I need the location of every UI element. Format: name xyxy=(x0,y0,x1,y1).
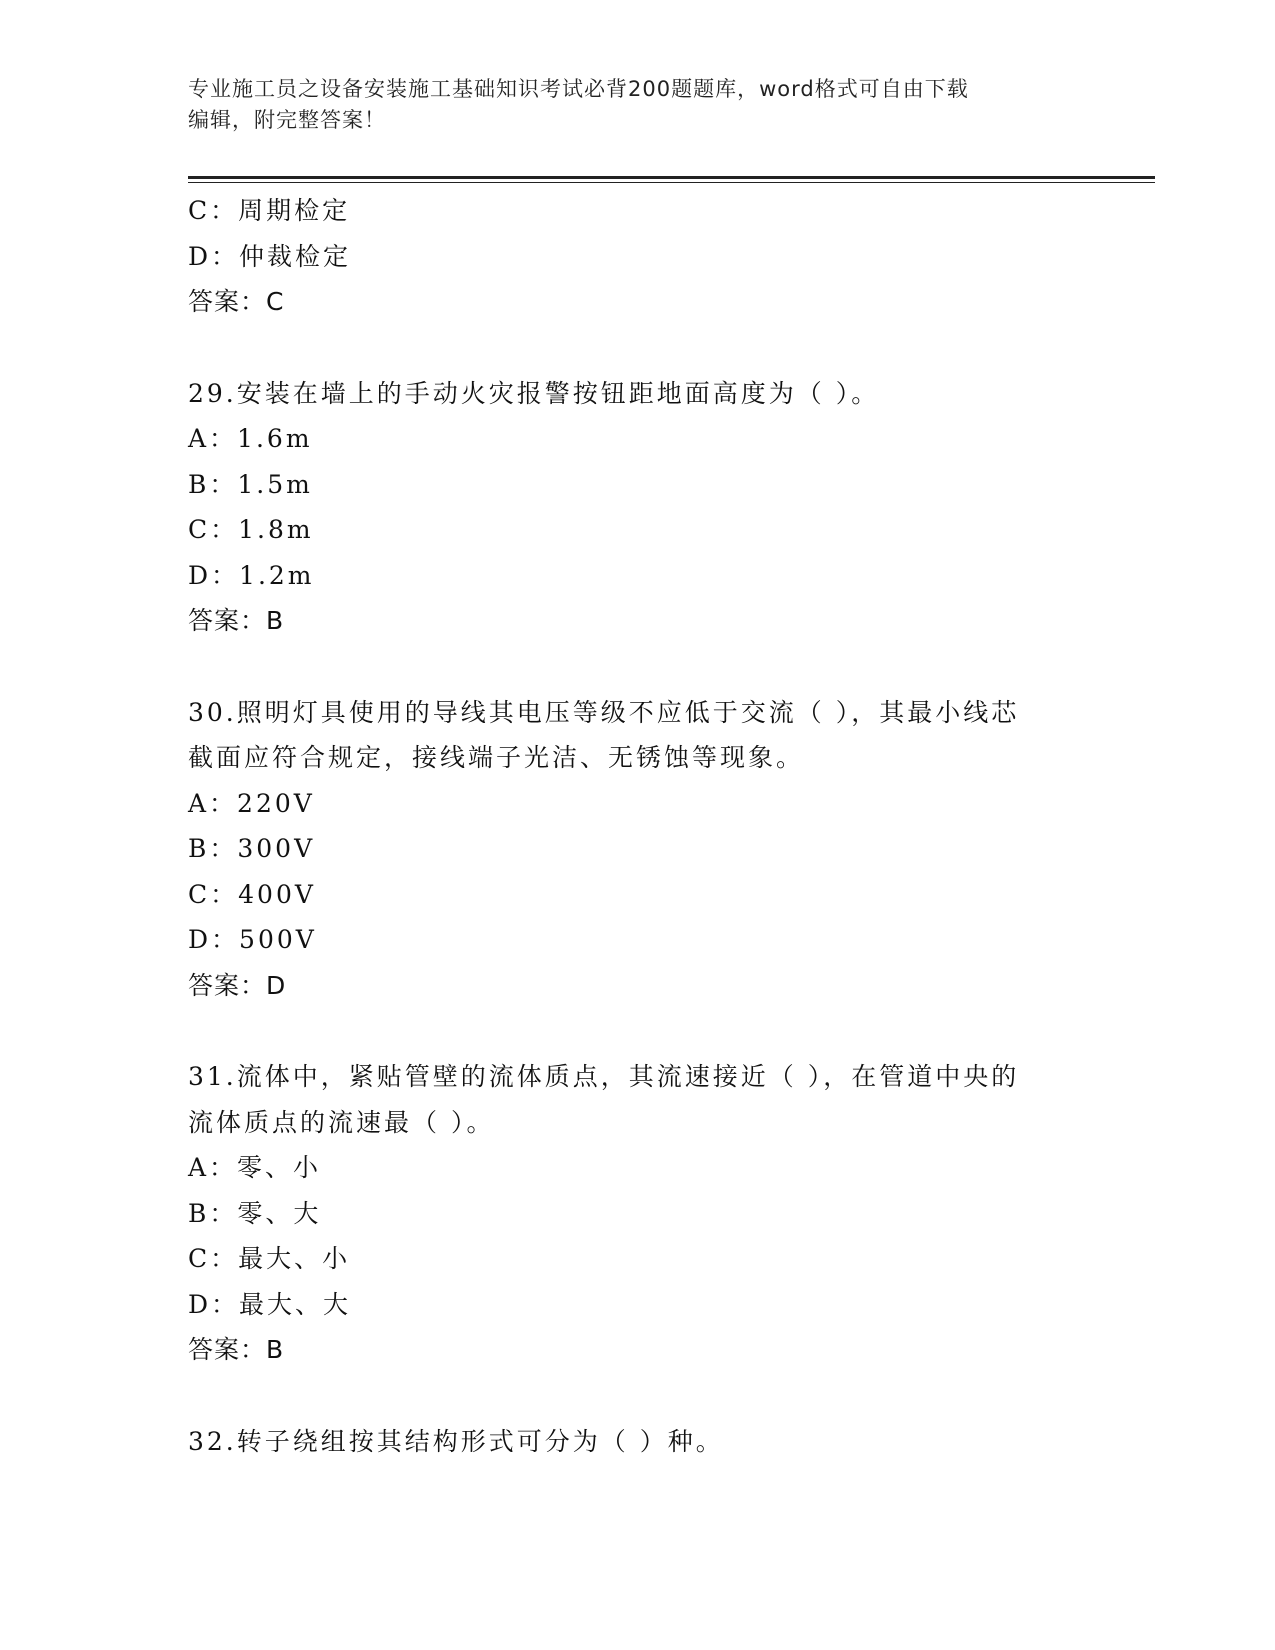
option-c: C：周期检定 xyxy=(188,196,351,225)
question-text: 32.转子绕组按其结构形式可分为（ ）种。 xyxy=(188,1426,724,1456)
option-c: C：1.8m xyxy=(188,515,314,544)
option-a: A：零、小 xyxy=(188,1153,322,1182)
answer-line: 答案：C xyxy=(188,287,285,316)
option-d: D：仲裁检定 xyxy=(188,241,352,271)
question-content xyxy=(188,188,1088,1464)
question-31 xyxy=(188,1054,1088,1373)
document-header xyxy=(188,74,1068,136)
question-32 xyxy=(188,1419,1088,1465)
header-title-line1: 专业施工员之设备安装施工基础知识考试必背200题题库，word格式可自由下载 xyxy=(188,77,969,101)
option-d: D：最大、大 xyxy=(188,1289,352,1319)
question-text-line2: 流体质点的流速最（ ）。 xyxy=(188,1107,495,1137)
option-a: A：220V xyxy=(188,788,315,818)
question-text: 29.安装在墙上的手动火灾报警按钮距地面高度为（ ）。 xyxy=(188,378,880,408)
question-text-line1: 31.流体中，紧贴管壁的流体质点，其流速接近（ ），在管道中央的 xyxy=(188,1062,1020,1091)
option-c: C：400V xyxy=(188,879,316,909)
option-b: B：零、大 xyxy=(188,1198,322,1228)
answer-line: 答案：D xyxy=(188,970,287,1000)
option-b: B：1.5m xyxy=(188,469,313,499)
previous-question-tail xyxy=(188,188,1088,325)
question-text-line2: 截面应符合规定，接线端子光洁、无锈蚀等现象。 xyxy=(188,743,805,772)
question-30 xyxy=(188,690,1088,1009)
question-29 xyxy=(188,371,1088,644)
header-divider-thin xyxy=(188,182,1155,183)
header-title-line2: 编辑，附完整答案！ xyxy=(188,108,386,132)
option-c: C：最大、小 xyxy=(188,1244,351,1273)
header-divider-thick xyxy=(188,176,1155,179)
option-d: D：500V xyxy=(188,925,317,954)
option-d: D：1.2m xyxy=(188,560,315,590)
option-b: B：300V xyxy=(188,834,316,863)
option-a: A：1.6m xyxy=(188,424,313,453)
answer-line: 答案：B xyxy=(188,606,285,635)
question-text-line1: 30.照明灯具使用的导线其电压等级不应低于交流（ ），其最小线芯 xyxy=(188,697,1020,727)
answer-line: 答案：B xyxy=(188,1335,285,1364)
